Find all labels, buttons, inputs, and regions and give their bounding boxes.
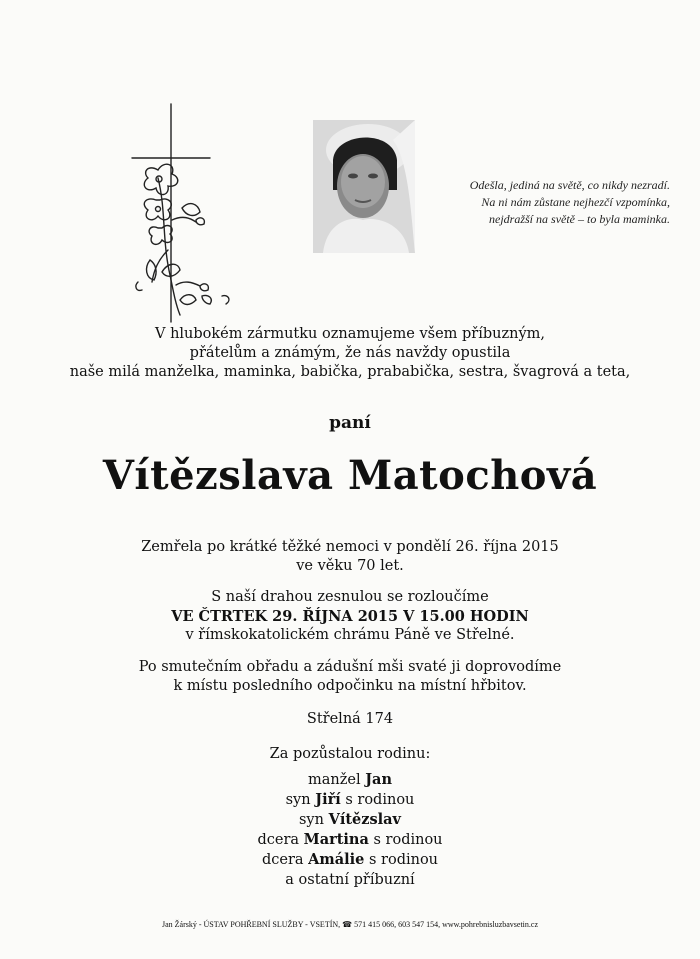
ceremony-place: v římskokatolickém chrámu Páně ve Střelné. xyxy=(185,627,515,643)
memorial-verse xyxy=(430,177,670,228)
death-notice xyxy=(0,538,700,576)
intro-line: naše milá manželka, maminka, babička, prababička, sestra, švagrová a teta, xyxy=(69,364,631,380)
burial-line: k místu posledního odpočinku na místní hřbitov. xyxy=(173,678,527,694)
family-address: Střelná 174 xyxy=(306,711,394,727)
farewell-line: S naší drahou zesnulou se rozloučíme xyxy=(211,589,489,605)
announcement-intro xyxy=(0,325,700,382)
family-list xyxy=(0,770,700,890)
family-member xyxy=(0,870,700,890)
relation: syn xyxy=(298,812,329,828)
portrait-photo xyxy=(313,120,415,253)
member-name: Amálie xyxy=(308,851,365,868)
family-member xyxy=(0,850,700,870)
ceremony-datetime: VE ČTRTEK 29. ŘÍJNA 2015 V 15.00 HODIN xyxy=(171,608,529,625)
relation: dcera xyxy=(257,832,304,848)
verse-line: nejdražší na světě – to byla maminka. xyxy=(489,212,670,226)
member-name: Jan xyxy=(365,771,392,788)
family-member xyxy=(0,770,700,790)
member-name: Martina xyxy=(303,831,369,848)
intro-line: V hlubokém zármutku oznamujeme všem příbuzným, xyxy=(154,326,546,342)
funeral-service-footer: Jan Žárský - ÚSTAV POHŘEBNÍ SLUŽBY - VSETÍN, ☎ 571 415 066, 603 547 154, www.pohrebnisluzbavsetin.cz xyxy=(161,920,539,929)
relation: manžel xyxy=(307,772,366,788)
family-member xyxy=(0,810,700,830)
member-name: Jiří xyxy=(315,791,341,808)
honorific: paní xyxy=(329,413,371,433)
farewell-notice xyxy=(0,588,700,645)
deceased-name: Vítězslava Matochová xyxy=(102,452,598,499)
verse-line: Odešla, jediná na světě, co nikdy nezradí. xyxy=(469,178,670,192)
relation: dcera xyxy=(261,852,309,868)
family-member xyxy=(0,790,700,810)
member-name: Vítězslav xyxy=(328,811,401,828)
intro-line: přátelům a známým, že nás navždy opustila xyxy=(189,345,511,361)
relation-suffix: s rodinou xyxy=(364,852,439,868)
relation: a ostatní příbuzní xyxy=(285,872,415,888)
cross-with-flowers-icon xyxy=(128,100,238,325)
age-line: ve věku 70 let. xyxy=(296,558,404,574)
relation-suffix: s rodinou xyxy=(340,792,415,808)
family-member xyxy=(0,830,700,850)
death-line: Zemřela po krátké těžké nemoci v pondělí 26. října 2015 xyxy=(141,539,559,555)
burial-notice xyxy=(0,658,700,696)
relation-suffix: s rodinou xyxy=(368,832,443,848)
relation: syn xyxy=(285,792,316,808)
burial-line: Po smutečním obřadu a zádušní mši svaté ji doprovodíme xyxy=(138,659,562,675)
family-heading: Za pozůstalou rodinu: xyxy=(269,746,431,762)
verse-line: Na ni nám zůstane nejhezčí vzpomínka, xyxy=(481,195,670,209)
